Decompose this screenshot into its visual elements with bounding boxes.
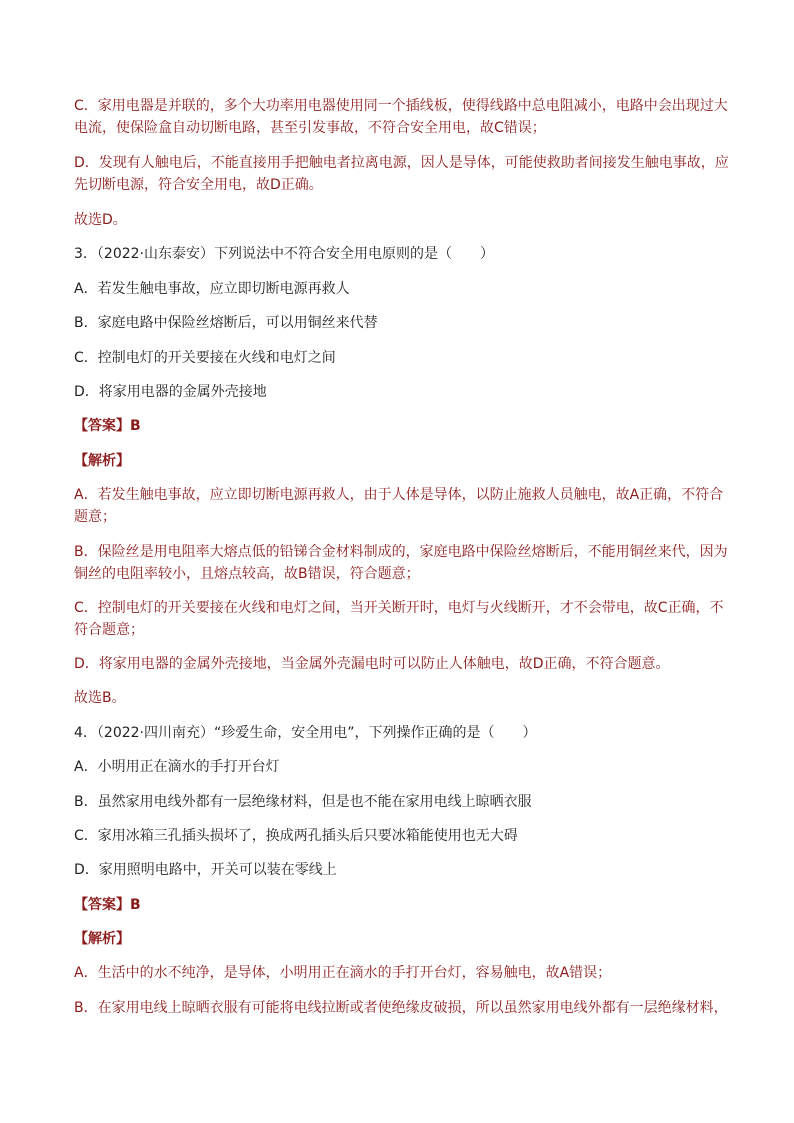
analysis-a-line2: 题意； [74,509,116,525]
analysis-c-line1: C．控制电灯的开关要接在火线和电灯之间，当开关断开时，电灯与火线断开，才不会带电，故C正确，不 [74,600,724,616]
analysis-b-line1: B．在家用电线上晾晒衣服有可能将电线拉断或者使绝缘皮破损，所以虽然家用电线外都有一层绝缘材料， [74,1000,728,1016]
analysis-label: 【解析】 [74,931,130,947]
explanation-d-line2: 先切断电源，符合安全用电，故D正确。 [74,177,323,193]
analysis-b-line1: B．保险丝是用电阻率大熔点低的铅锑合金材料制成的，家庭电路中保险丝熔断后，不能用铜丝来代，因为 [74,544,728,560]
question-3-option-a: A．若发生触电事故，应立即切断电源再救人 [74,281,350,297]
explanation-c-line1: C．家用电器是并联的，多个大功率用电器使用同一个插线板，使得线路中总电阻减小，电路中会出现过大 [74,98,728,114]
explanation-d-line1: D．发现有人触电后，不能直接用手把触电者拉离电源，因人是导体，可能使救助者间接发生触电事故，应 [74,155,729,171]
answer-label: 【答案】B [74,897,141,913]
analysis-b-line2: 铜丝的电阻率较小，且熔点较高，故B错误，符合题意； [74,566,420,582]
analysis-a-line: A．生活中的水不纯净，是导体，小明用正在滴水的手打开台灯，容易触电，故A错误； [74,965,612,981]
explanation-c-line2: 电流，使保险盒自动切断电路，甚至引发事故，不符合安全用电，故C错误； [74,120,546,136]
question-4-option-c: C．家用冰箱三孔插头损坏了，换成两孔插头后只要冰箱能使用也无大碍 [74,828,518,844]
analysis-c-line2: 符合题意； [74,622,144,638]
answer-label: 【答案】B [74,418,141,434]
question-4-stem: 4．（2022·四川南充）“珍爱生命，安全用电”，下列操作正确的是（ ） [74,725,537,741]
analysis-d-line: D．将家用电器的金属外壳接地，当金属外壳漏电时可以防止人体触电，故D正确，不符合题意。 [74,656,670,672]
question-4-option-a: A．小明用正在滴水的手打开台灯 [74,759,280,775]
question-3-option-d: D．将家用电器的金属外壳接地 [74,384,267,400]
question-3-option-c: C．控制电灯的开关要接在火线和电灯之间 [74,350,336,366]
analysis-label: 【解析】 [74,453,130,469]
conclusion-text: 故选D。 [74,212,127,228]
question-4-option-d: D．家用照明电路中，开关可以装在零线上 [74,862,337,878]
question-3-stem: 3．（2022·山东泰安）下列说法中不符合安全用电原则的是（ ） [74,246,494,262]
question-3-option-b: B．家庭电路中保险丝熔断后，可以用铜丝来代替 [74,315,378,331]
analysis-a-line1: A．若发生触电事故，应立即切断电源再救人，由于人体是导体，以防止施救人员触电，故A正确，不符合 [74,487,724,503]
conclusion-text: 故选B。 [74,690,126,706]
question-4-option-b: B．虽然家用电线外都有一层绝缘材料，但是也不能在家用电线上晾晒衣服 [74,794,532,810]
